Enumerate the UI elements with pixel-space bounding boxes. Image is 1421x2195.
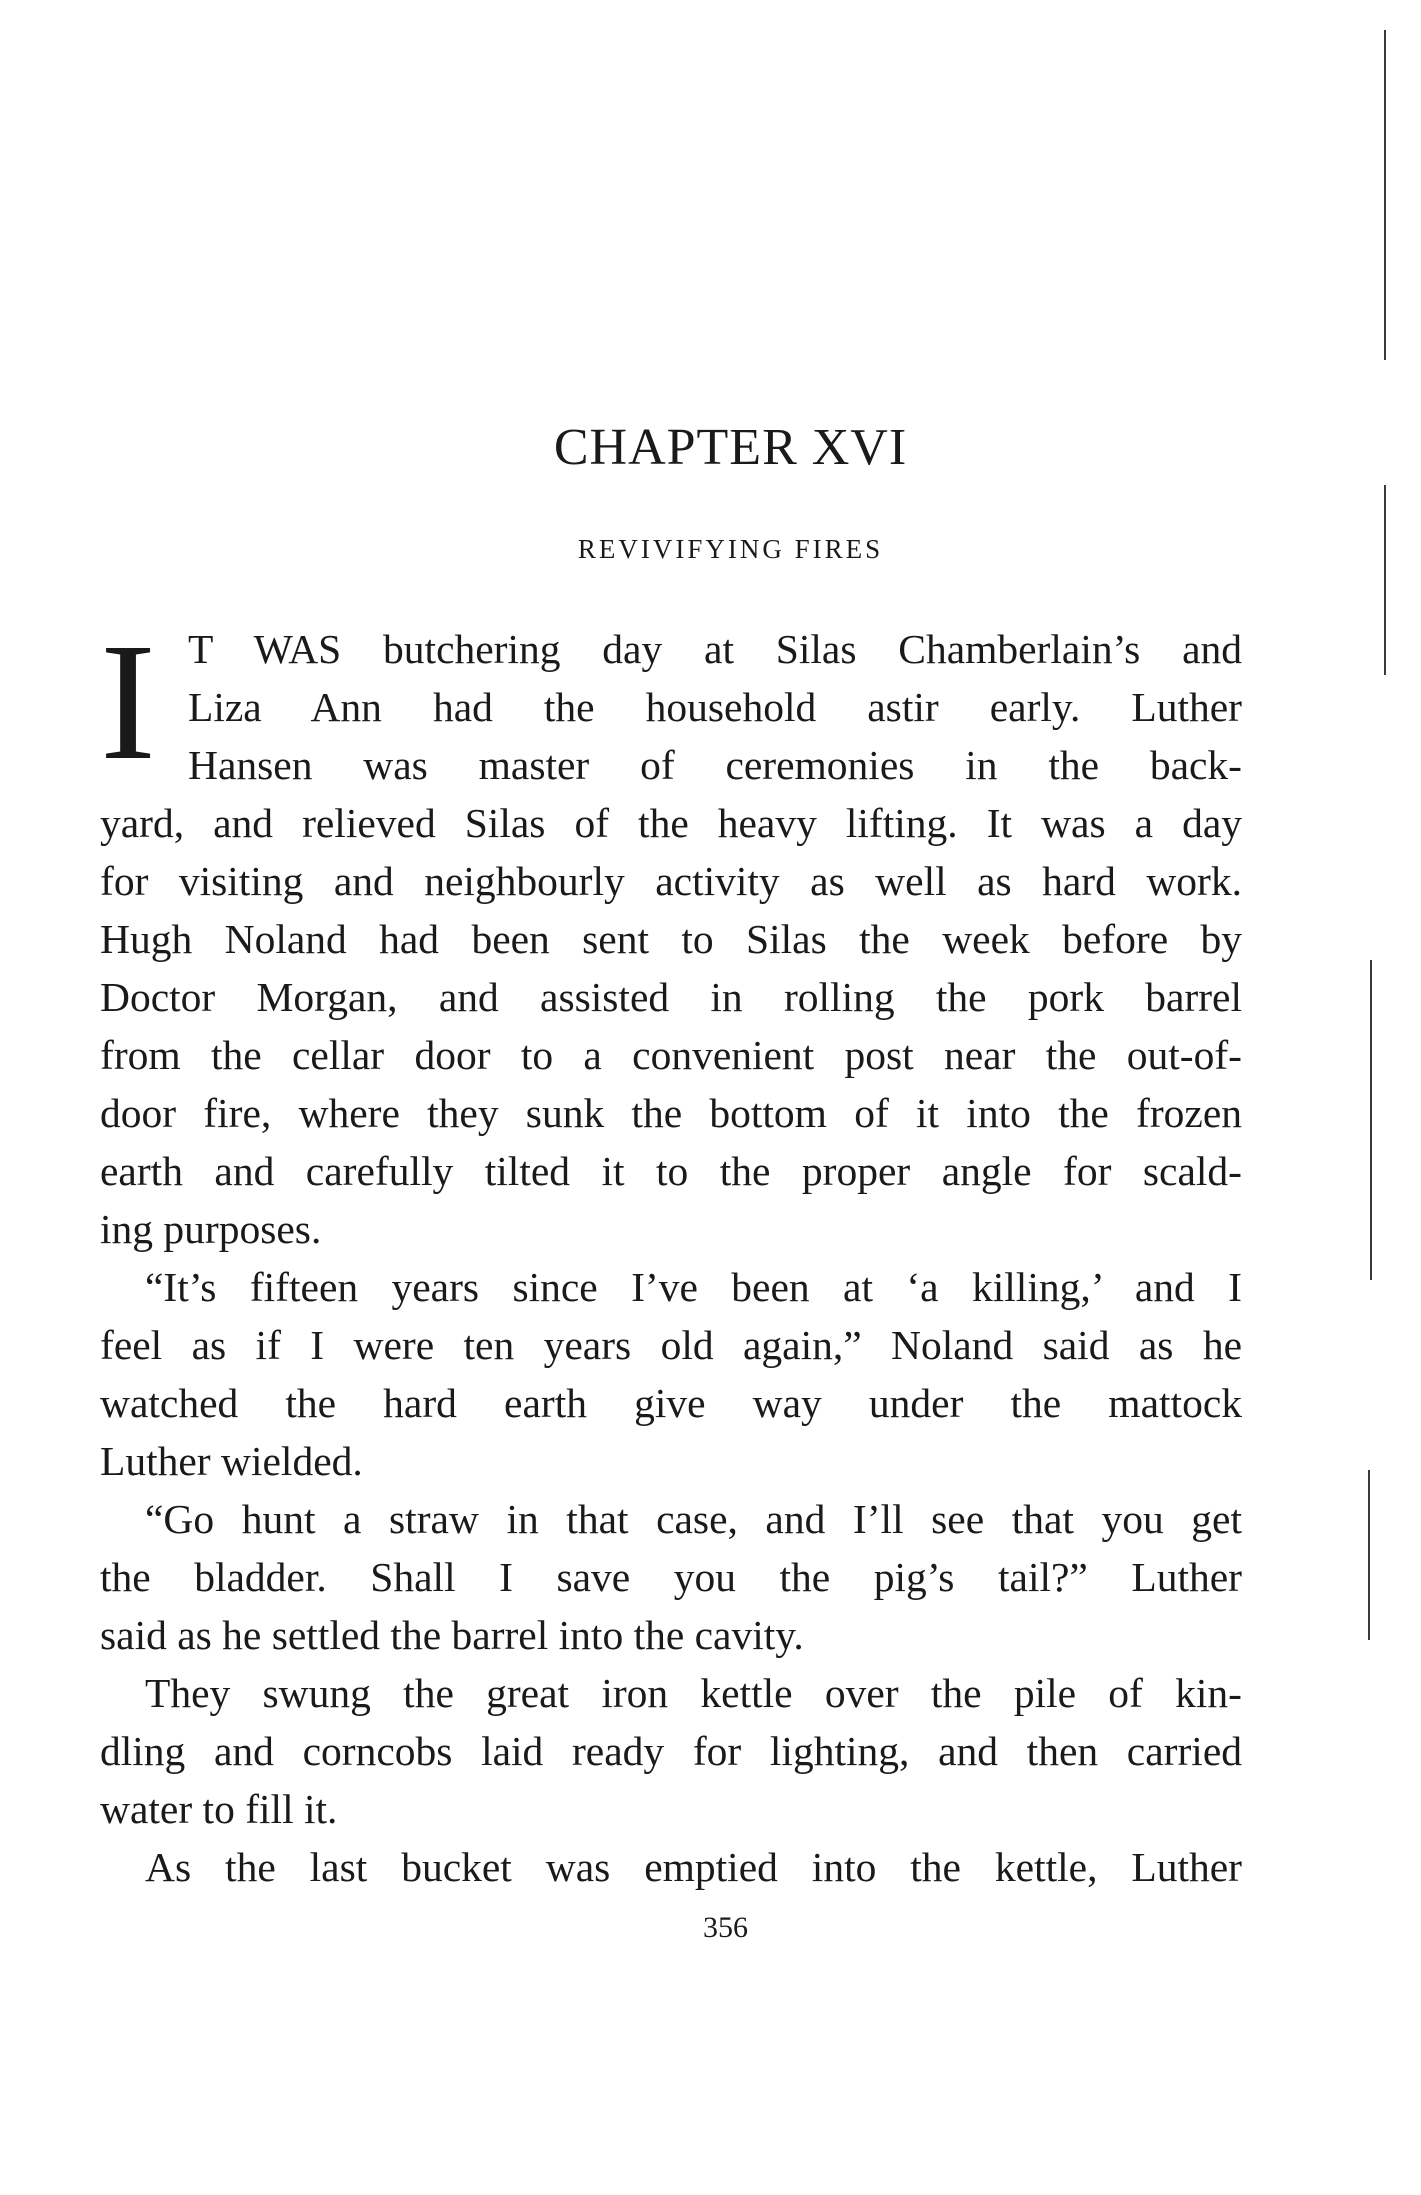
paragraph [100,1664,1242,1838]
text-line: As the last bucket was emptied into the kettle, Luther [145,1844,1242,1890]
scan-edge-line [1384,30,1386,360]
text-line: feel as if I were ten years old again,” Noland said as he [100,1322,1242,1368]
paragraph [100,609,1242,1258]
drop-cap: I [100,609,156,795]
text-line: They swung the great iron kettle over the pile of kin- [145,1670,1242,1716]
paragraph [100,1838,1242,1896]
scan-edge-line [1370,960,1372,1280]
scan-edge-line [1368,1470,1370,1640]
text-line: earth and carefully tilted it to the proper angle for scald- [100,1148,1242,1194]
text-line: “It’s fifteen years since I’ve been at ‘a killing,’ and I [145,1264,1242,1310]
chapter-title: CHAPTER XVI [553,419,908,476]
text-line: watched the hard earth give way under the mattock [100,1380,1242,1426]
body-text [100,609,1242,1896]
text-line: the bladder. Shall I save you the pig’s tail?” Luther [100,1554,1242,1600]
text-line: door fire, where they sunk the bottom of it into the frozen [100,1090,1242,1136]
text-line: “Go hunt a straw in that case, and I’ll see that you get [145,1496,1242,1542]
text-line: water to fill it. [100,1786,338,1832]
page-number: 356 [703,1911,748,1944]
text-line: Hugh Noland had been sent to Silas the week before by [100,916,1242,962]
text-line: Hansen was master of ceremonies in the back- [188,742,1242,788]
paragraph [100,1258,1242,1490]
scan-edge-line [1384,485,1386,675]
chapter-subtitle: REVIVIFYING FIRES [577,534,884,564]
text-line: yard, and relieved Silas of the heavy lifting. It was a day [100,800,1242,846]
paragraph [100,1490,1242,1664]
text-line: from the cellar door to a convenient post near the out-of- [100,1032,1242,1078]
text-line: ing purposes. [100,1206,322,1252]
text-line: Luther wielded. [100,1438,363,1484]
text-line: Liza Ann had the household astir early. Luther [188,684,1242,730]
text-line: T WAS butchering day at Silas Chamberlain’s and [188,626,1242,672]
text-line: said as he settled the barrel into the cavity. [100,1612,804,1658]
text-line: dling and corncobs laid ready for lighting, and then carried [100,1728,1242,1774]
text-line: for visiting and neighbourly activity as well as hard work. [100,858,1242,904]
text-line: Doctor Morgan, and assisted in rolling the pork barrel [100,974,1242,1020]
